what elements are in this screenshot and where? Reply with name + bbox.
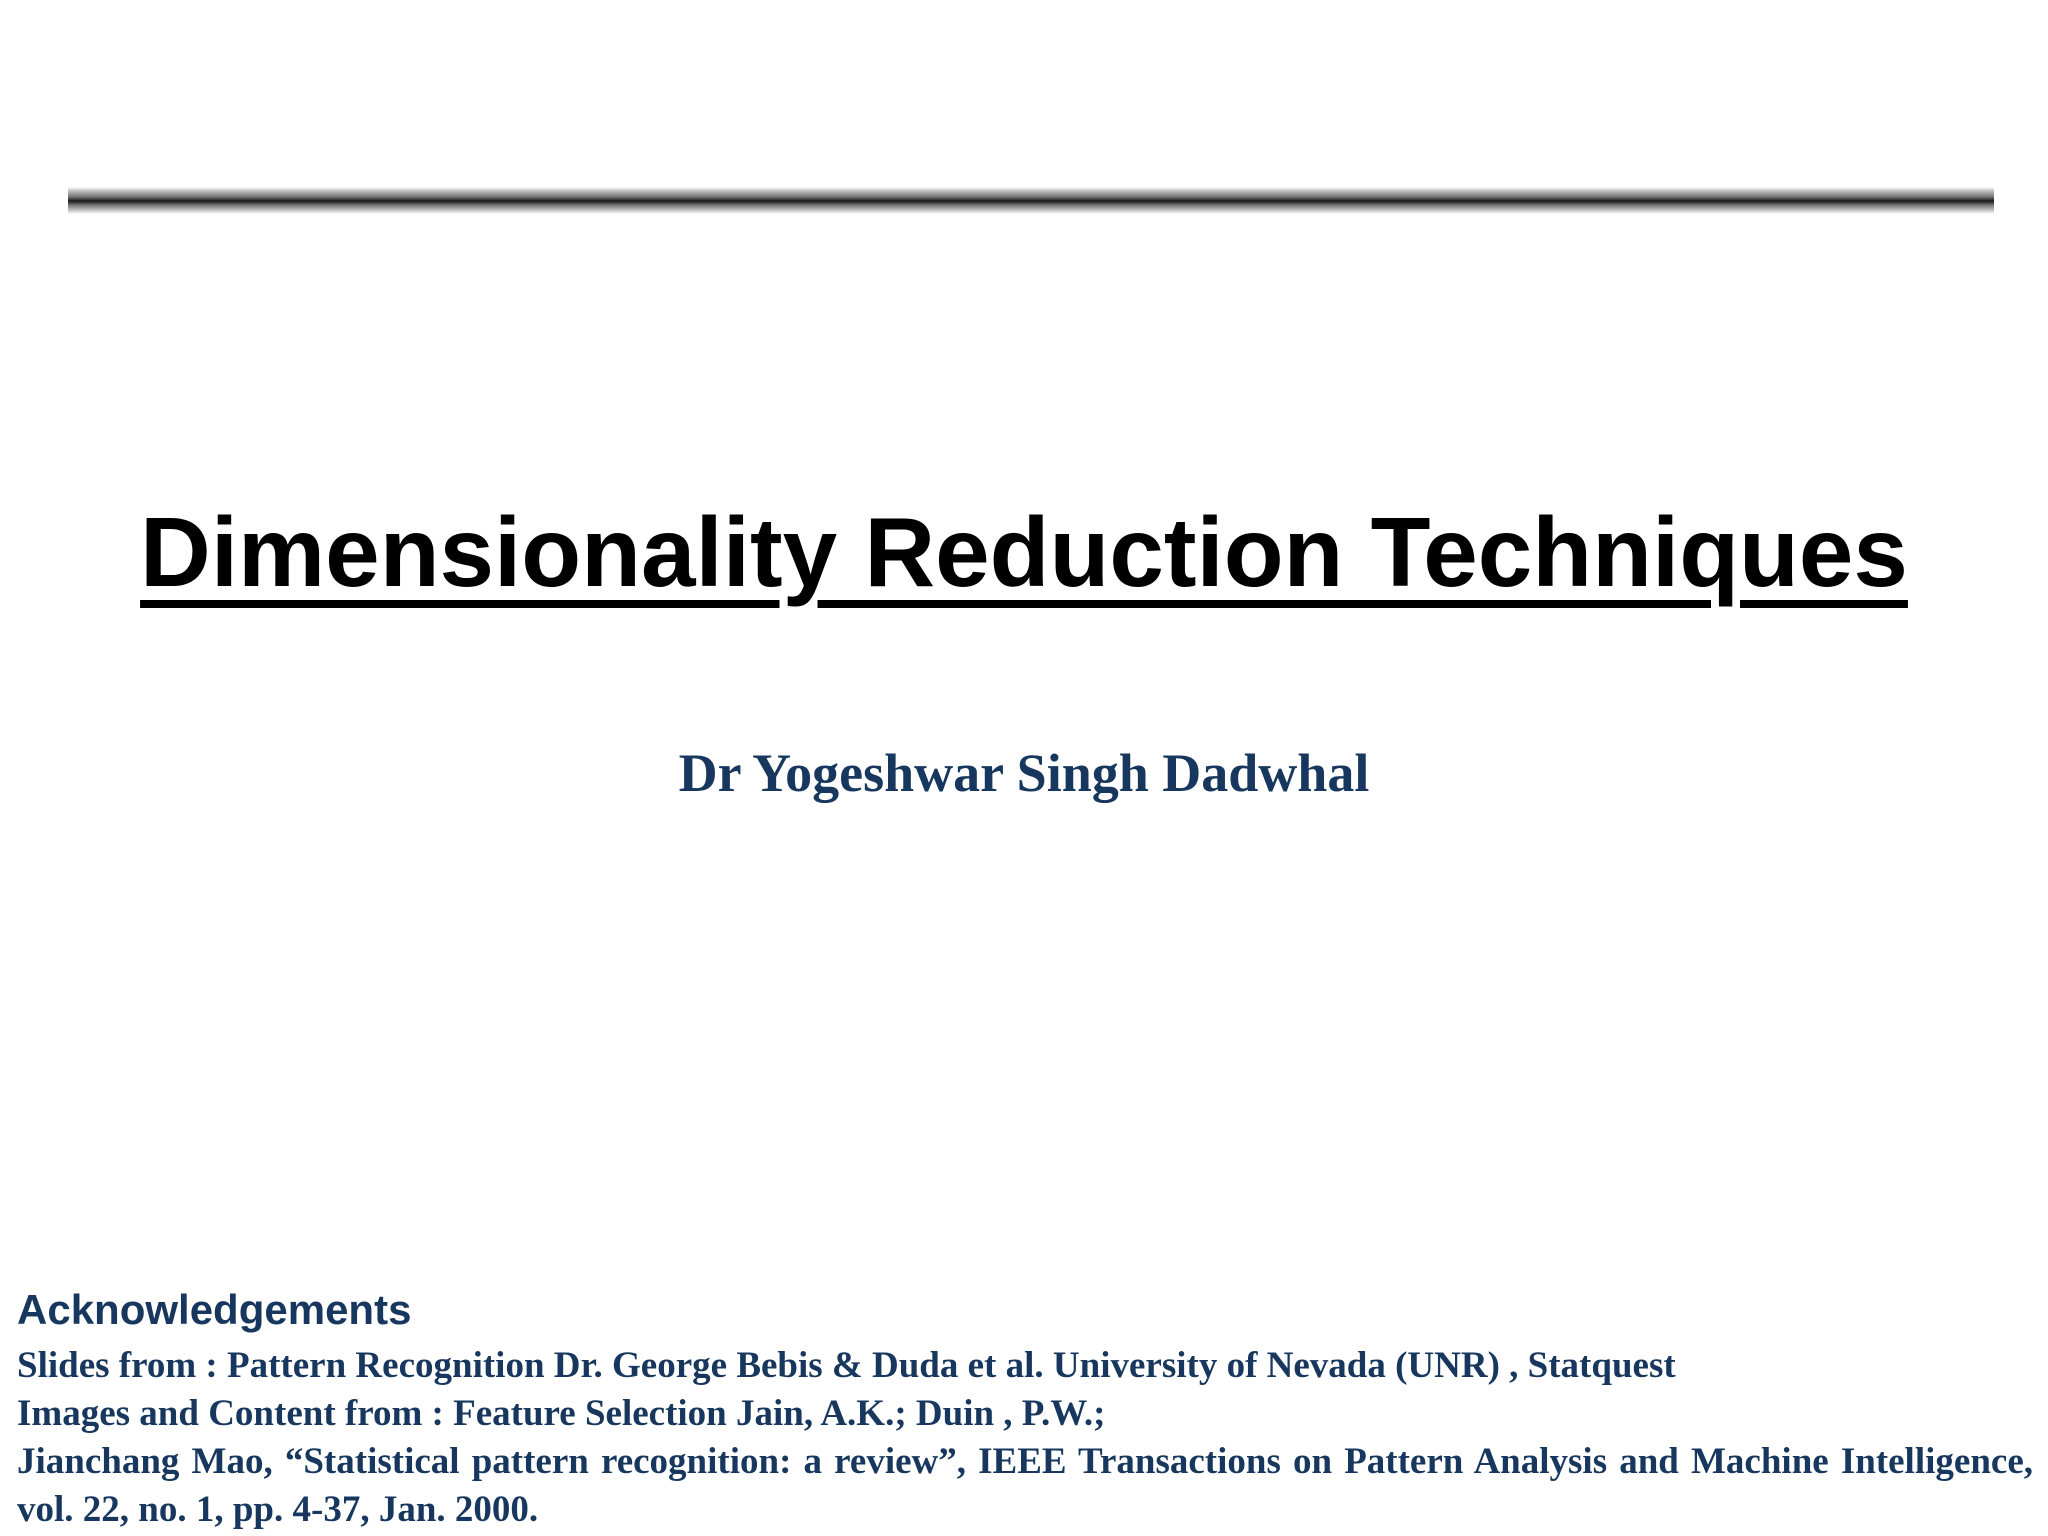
slide-title [0, 492, 2048, 612]
acknowledgement-reference: Jianchang Mao, “Statistical pattern recognition: a review”, IEEE Transactions on Pattern Analysis and Machine Intelligence, vol. 22, no. 1, pp. 4-37, Jan. 2000. [17, 1441, 2033, 1530]
acknowledgement-images-source: Images and Content from : Feature Selection Jain, A.K.; Duin , P.W.; [17, 1393, 1106, 1434]
slide-title-text: Dimensionality Reduction Techniques [140, 497, 1908, 607]
author-name: Dr Yogeshwar Singh Dadwhal [678, 743, 1370, 803]
acknowledgement-slides-source: Slides from : Pattern Recognition Dr. George Bebis & Duda et al. University of Nevada (UNR) , Statquest [17, 1345, 1676, 1386]
acknowledgements-heading: Acknowledgements [17, 1286, 412, 1333]
top-divider-rule [68, 187, 1994, 214]
acknowledgements-section [17, 1282, 2033, 1534]
